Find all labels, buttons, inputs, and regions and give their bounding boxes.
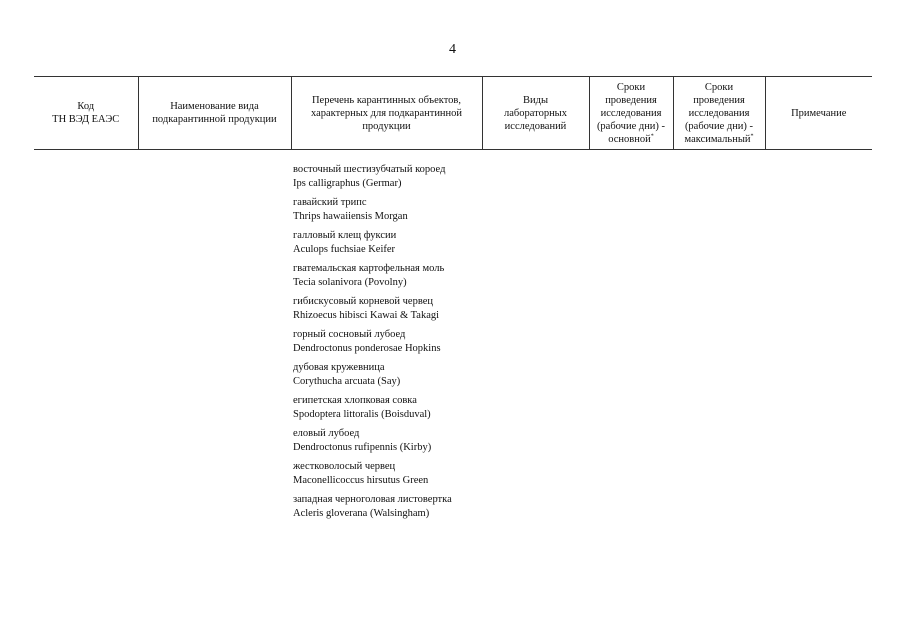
- list-item: [293, 394, 533, 421]
- object-name-latin: Aculops fuchsiae Keifer: [293, 243, 396, 255]
- header-line: основной*: [608, 133, 654, 145]
- object-name-latin: Tecia solanivora (Povolny): [293, 276, 407, 288]
- object-name-latin: Dendroctonus rufipennis (Kirby): [293, 441, 432, 453]
- header-line: максимальный*: [684, 133, 754, 145]
- header-line: характерных для подкарантинной: [310, 107, 463, 119]
- header-line: Сроки: [704, 81, 734, 93]
- object-name-ru: еловый лубоед: [293, 428, 360, 439]
- header-note: [765, 77, 872, 150]
- header-line: Сроки: [616, 81, 646, 93]
- header-line: (рабочие дни) -: [684, 120, 754, 132]
- header-line: подкарантинной продукции: [152, 114, 277, 125]
- header-line: проведения: [605, 94, 657, 106]
- header-line: продукции: [362, 120, 411, 132]
- object-name-latin: Maconellicoccus hirsutus Green: [293, 474, 429, 486]
- table-header-row: [34, 77, 872, 150]
- header-term-basic: [589, 77, 673, 150]
- list-item: [293, 328, 533, 355]
- object-name-ru: гватемальская картофельная моль: [293, 263, 445, 274]
- list-item: [293, 361, 533, 388]
- footnote-mark: *: [750, 133, 754, 139]
- header-line: Перечень карантинных объектов,: [311, 94, 462, 106]
- list-item: [293, 229, 533, 256]
- object-name-latin: Ips calligraphus (Germar): [293, 177, 402, 189]
- header-quarantine-objects: [291, 77, 482, 150]
- header-line: ТН ВЭД ЕАЭС: [52, 114, 120, 125]
- list-item: [293, 460, 533, 487]
- object-name-latin: Spodoptera littoralis (Boisduval): [293, 408, 431, 420]
- header-product-name: [138, 77, 291, 150]
- header-line: Примечание: [791, 107, 847, 119]
- header-line: лабораторных: [503, 107, 567, 119]
- header-term-max: [673, 77, 765, 150]
- page-number: 4: [449, 42, 456, 57]
- header-lab-tests: [482, 77, 589, 150]
- list-item: [293, 262, 533, 289]
- object-name-latin: Corythucha arcuata (Say): [293, 375, 401, 387]
- list-item: [293, 427, 533, 454]
- footnote-mark: *: [650, 133, 654, 139]
- object-name-latin: Rhizoecus hibisci Kawai & Takagi: [293, 309, 440, 321]
- object-name-ru: галловый клещ фуксии: [293, 230, 397, 241]
- object-name-ru: западная черноголовая листовертка: [293, 494, 452, 505]
- object-name-ru: горный сосновый лубоед: [293, 329, 406, 340]
- header-line: Виды: [522, 94, 549, 106]
- header-code: [34, 77, 138, 150]
- list-item: [293, 196, 533, 223]
- object-name-latin: Thrips hawaiiensis Morgan: [293, 210, 408, 222]
- header-line: исследований: [504, 120, 567, 132]
- list-item: [293, 295, 533, 322]
- header-line: исследования: [688, 107, 750, 119]
- list-item: [293, 493, 533, 520]
- quarantine-table: [34, 76, 872, 150]
- object-name-ru: восточный шестизубчатый короед: [293, 164, 446, 175]
- object-name-latin: Dendroctonus ponderosae Hopkins: [293, 342, 441, 354]
- header-line: проведения: [693, 94, 745, 106]
- object-name-latin: Acleris gloverana (Walsingham): [293, 507, 430, 519]
- object-name-ru: гавайский трипс: [293, 197, 367, 208]
- object-name-ru: жестковолосый червец: [293, 461, 396, 472]
- header-line: исследования: [600, 107, 662, 119]
- object-name-ru: египетская хлопковая совка: [293, 395, 417, 406]
- object-name-ru: дубовая кружевница: [293, 362, 385, 373]
- list-item: [293, 163, 533, 190]
- quarantine-objects-list: [293, 163, 533, 526]
- object-name-ru: гибискусовый корневой червец: [293, 296, 434, 307]
- header-line: (рабочие дни) -: [596, 120, 666, 132]
- header-line: Наименование вида: [170, 101, 259, 112]
- header-line: Код: [77, 101, 95, 112]
